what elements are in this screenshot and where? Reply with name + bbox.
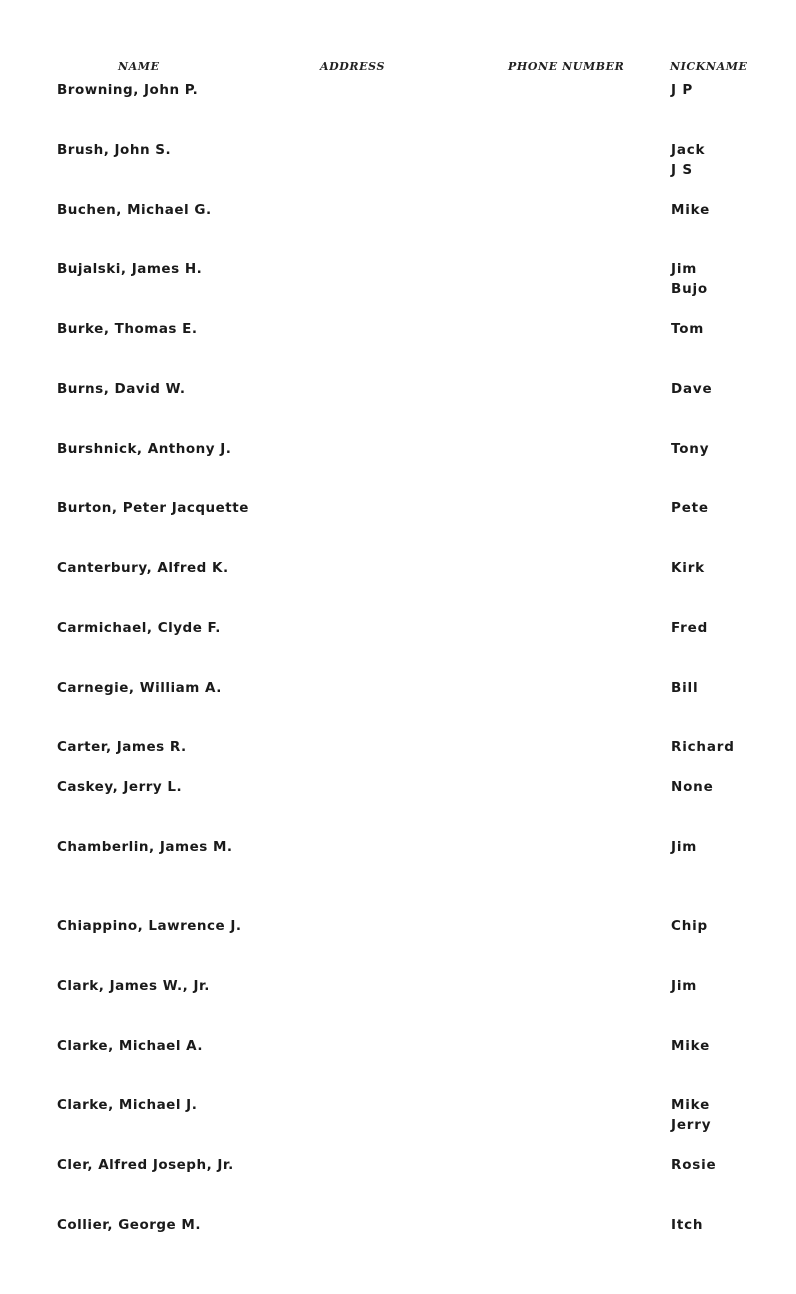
member-name: Clarke, Michael A. bbox=[57, 1038, 203, 1054]
roster-row bbox=[0, 82, 796, 132]
column-header-nickname: NICKNAME bbox=[670, 60, 748, 73]
nickname: Jack bbox=[671, 142, 706, 158]
nickname-cell bbox=[671, 1215, 703, 1235]
roster-row bbox=[0, 261, 796, 311]
column-header-name: NAME bbox=[118, 60, 160, 73]
roster-row bbox=[0, 680, 796, 730]
nickname-cell bbox=[671, 379, 712, 399]
nickname-cell bbox=[671, 259, 708, 299]
roster-row bbox=[0, 500, 796, 550]
column-header-phone: PHONE NUMBER bbox=[508, 60, 625, 73]
roster-row bbox=[0, 321, 796, 371]
member-name: Caskey, Jerry L. bbox=[57, 779, 183, 795]
nickname: Jim bbox=[671, 978, 698, 994]
member-name: Chiappino, Lawrence J. bbox=[57, 918, 242, 934]
nickname: Tom bbox=[671, 321, 705, 337]
nickname: Tony bbox=[671, 441, 710, 457]
nickname: Chip bbox=[671, 918, 709, 934]
member-name: Burton, Peter Jacquette bbox=[57, 500, 249, 516]
member-name: Browning, John P. bbox=[57, 82, 199, 98]
nickname: Bill bbox=[671, 680, 699, 696]
nickname: Itch bbox=[671, 1217, 704, 1233]
nickname: Mike bbox=[671, 1038, 711, 1054]
nickname-cell bbox=[671, 837, 697, 857]
roster-row bbox=[0, 441, 796, 491]
member-name: Carter, James R. bbox=[57, 739, 187, 755]
nickname-cell bbox=[671, 777, 714, 797]
nickname-cell bbox=[671, 200, 710, 220]
nickname: Jerry bbox=[671, 1117, 712, 1133]
roster-row bbox=[0, 560, 796, 610]
roster-row bbox=[0, 620, 796, 670]
nickname-cell bbox=[671, 916, 708, 936]
roster-row bbox=[0, 202, 796, 252]
nickname: Pete bbox=[671, 500, 709, 516]
roster-row bbox=[0, 918, 796, 968]
column-header-address: ADDRESS bbox=[320, 60, 385, 73]
nickname: Richard bbox=[671, 739, 735, 755]
member-name: Chamberlin, James M. bbox=[57, 839, 233, 855]
nickname: None bbox=[671, 779, 714, 795]
nickname: Mike bbox=[671, 1097, 711, 1113]
nickname: J P bbox=[671, 82, 694, 98]
member-name: Bujalski, James H. bbox=[57, 261, 203, 277]
nickname-cell bbox=[671, 319, 704, 339]
roster-row bbox=[0, 978, 796, 1028]
nickname-cell bbox=[671, 80, 693, 100]
roster-row bbox=[0, 1157, 796, 1207]
member-name: Collier, George M. bbox=[57, 1217, 201, 1233]
nickname: Dave bbox=[671, 381, 713, 397]
nickname-cell bbox=[671, 618, 708, 638]
nickname-cell bbox=[671, 976, 697, 996]
nickname: Kirk bbox=[671, 560, 705, 576]
nickname-cell bbox=[671, 1155, 717, 1175]
nickname: Rosie bbox=[671, 1157, 717, 1173]
nickname-cell bbox=[671, 1095, 711, 1135]
nickname-cell bbox=[671, 498, 709, 518]
nickname: Jim bbox=[671, 261, 698, 277]
roster-row bbox=[0, 779, 796, 829]
member-name: Clarke, Michael J. bbox=[57, 1097, 198, 1113]
nickname: Bujo bbox=[671, 281, 709, 297]
roster-row bbox=[0, 381, 796, 431]
nickname-cell bbox=[671, 140, 705, 180]
roster-row bbox=[0, 1097, 796, 1147]
member-name: Clark, James W., Jr. bbox=[57, 978, 210, 994]
member-name: Burshnick, Anthony J. bbox=[57, 441, 232, 457]
nickname: Mike bbox=[671, 202, 711, 218]
nickname: Jim bbox=[671, 839, 698, 855]
nickname-cell bbox=[671, 558, 705, 578]
nickname-cell bbox=[671, 439, 709, 459]
member-name: Carnegie, William A. bbox=[57, 680, 222, 696]
member-name: Burns, David W. bbox=[57, 381, 186, 397]
member-name: Carmichael, Clyde F. bbox=[57, 620, 221, 636]
nickname: J S bbox=[671, 162, 693, 178]
roster-row bbox=[0, 1038, 796, 1088]
member-name: Burke, Thomas E. bbox=[57, 321, 198, 337]
member-name: Buchen, Michael G. bbox=[57, 202, 212, 218]
roster-row bbox=[0, 142, 796, 192]
roster-row bbox=[0, 839, 796, 889]
nickname-cell bbox=[671, 1036, 710, 1056]
roster-row bbox=[0, 1217, 796, 1267]
nickname-cell bbox=[671, 737, 735, 757]
nickname-cell bbox=[671, 678, 698, 698]
member-name: Brush, John S. bbox=[57, 142, 172, 158]
nickname: Fred bbox=[671, 620, 709, 636]
member-name: Canterbury, Alfred K. bbox=[57, 560, 229, 576]
member-name: Cler, Alfred Joseph, Jr. bbox=[57, 1157, 234, 1173]
